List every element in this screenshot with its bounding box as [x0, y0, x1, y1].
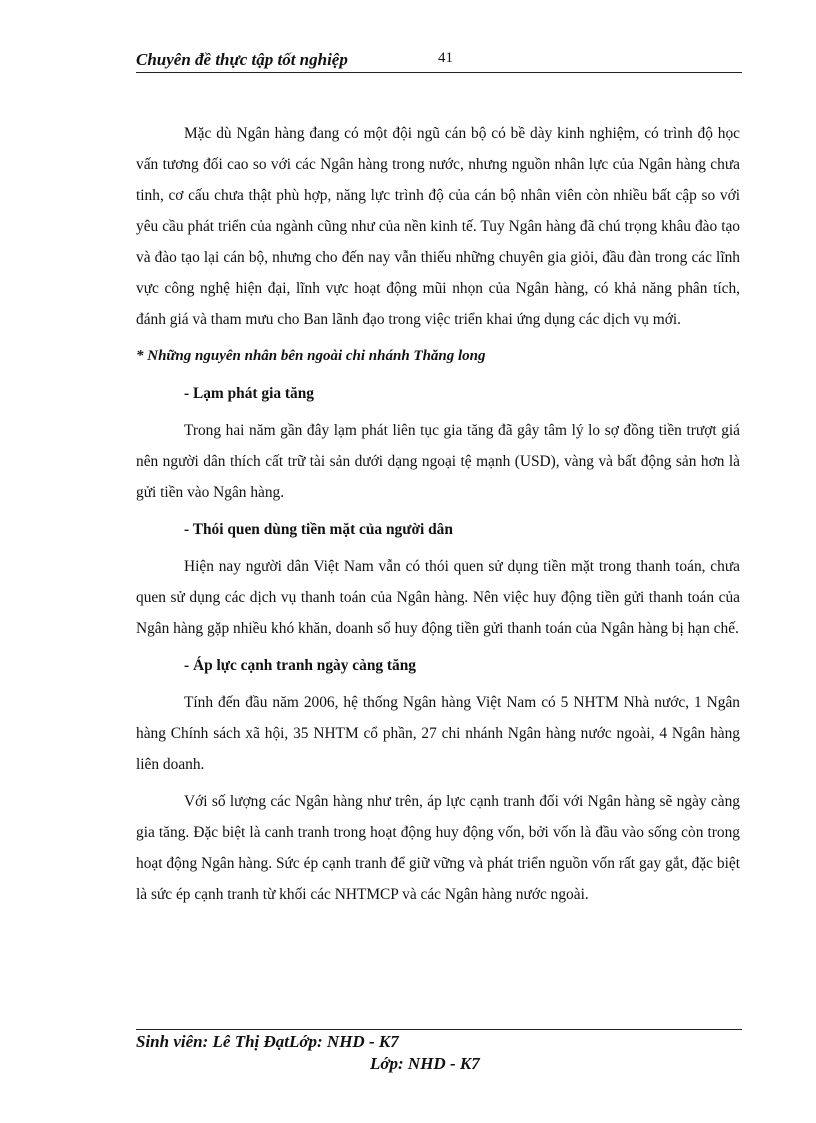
subheading: - Thói quen dùng tiền mặt của người dân: [184, 521, 453, 538]
subheading: - Áp lực cạnh tranh ngày càng tăng: [184, 657, 416, 674]
page-number: 41: [438, 50, 453, 66]
paragraph: Mặc dù Ngân hàng đang có một đội ngũ cán bộ có bề dày kinh nghiệm, có trình độ học vấn tương đối cao so với các Ngân hàng trong nước, nhưng nguồn nhân lực của Ngân hàng chưa tinh, cơ cấu chưa thật phù hợp, năng lực trình độ của cán bộ nhân viên còn nhiều bất cập so với yêu cầu phát triển của ngành cũng như của nền kinh tế. Tuy Ngân hàng đã chú trọng khâu đào tạo và đào tạo lại cán bộ, nhưng cho đến nay vẫn thiếu những chuyên gia giỏi, đầu đàn trong các lĩnh vực công nghệ hiện đại, lĩnh vực hoạt động mũi nhọn của Ngân hàng, có khả năng phân tích, đánh giá và tham mưu cho Ban lãnh đạo trong việc triển khai ứng dụng các dịch vụ mới.: [136, 125, 740, 328]
footer-class: Lớp: NHD - K7: [370, 1054, 480, 1073]
paragraph: Tính đến đầu năm 2006, hệ thống Ngân hàng Việt Nam có 5 NHTM Nhà nước, 1 Ngân hàng Chính sách xã hội, 35 NHTM cổ phần, 27 chi nhánh Ngân hàng nước ngoài, 4 Ngân hàng liên doanh.: [136, 694, 740, 773]
paragraph: Với số lượng các Ngân hàng như trên, áp lực cạnh tranh đối với Ngân hàng sẽ ngày càng gia tăng. Đặc biệt là canh tranh trong hoạt động huy động vốn, bởi vốn là đầu vào sống còn trong hoạt động Ngân hàng. Sức ép cạnh tranh để giữ vững và phát triển nguồn vốn rất gay gắt, đặc biệt là sức ép cạnh tranh từ khối các NHTMCP và các Ngân hàng nước ngoài.: [136, 793, 740, 903]
document-body: [136, 118, 740, 916]
footer-divider: [136, 1029, 742, 1030]
subheading: - Lạm phát gia tăng: [184, 385, 314, 402]
header-title: Chuyên đề thực tập tốt nghiệp: [136, 50, 348, 69]
section-heading: * Những nguyên nhân bên ngoài chi nhánh Thăng long: [136, 348, 486, 364]
page-header: [136, 48, 742, 73]
paragraph: Trong hai năm gần đây lạm phát liên tục gia tăng đã gây tâm lý lo sợ đồng tiền trượt giá nên người dân thích cất trữ tài sản dưới dạng ngoại tệ mạnh (USD), vàng và bất động sản hơn là gửi tiền vào Ngân hàng.: [136, 422, 740, 501]
paragraph: Hiện nay người dân Việt Nam vẫn có thói quen sử dụng tiền mặt trong thanh toán, chưa quen sử dụng các dịch vụ thanh toán của Ngân hàng. Nên việc huy động tiền gửi thanh toán của Ngân hàng gặp nhiều khó khăn, doanh số huy động tiền gửi thanh toán của Ngân hàng bị hạn chế.: [136, 558, 740, 637]
footer-student: Sinh viên: Lê Thị ĐạtLớp: NHD - K7: [136, 1032, 399, 1051]
